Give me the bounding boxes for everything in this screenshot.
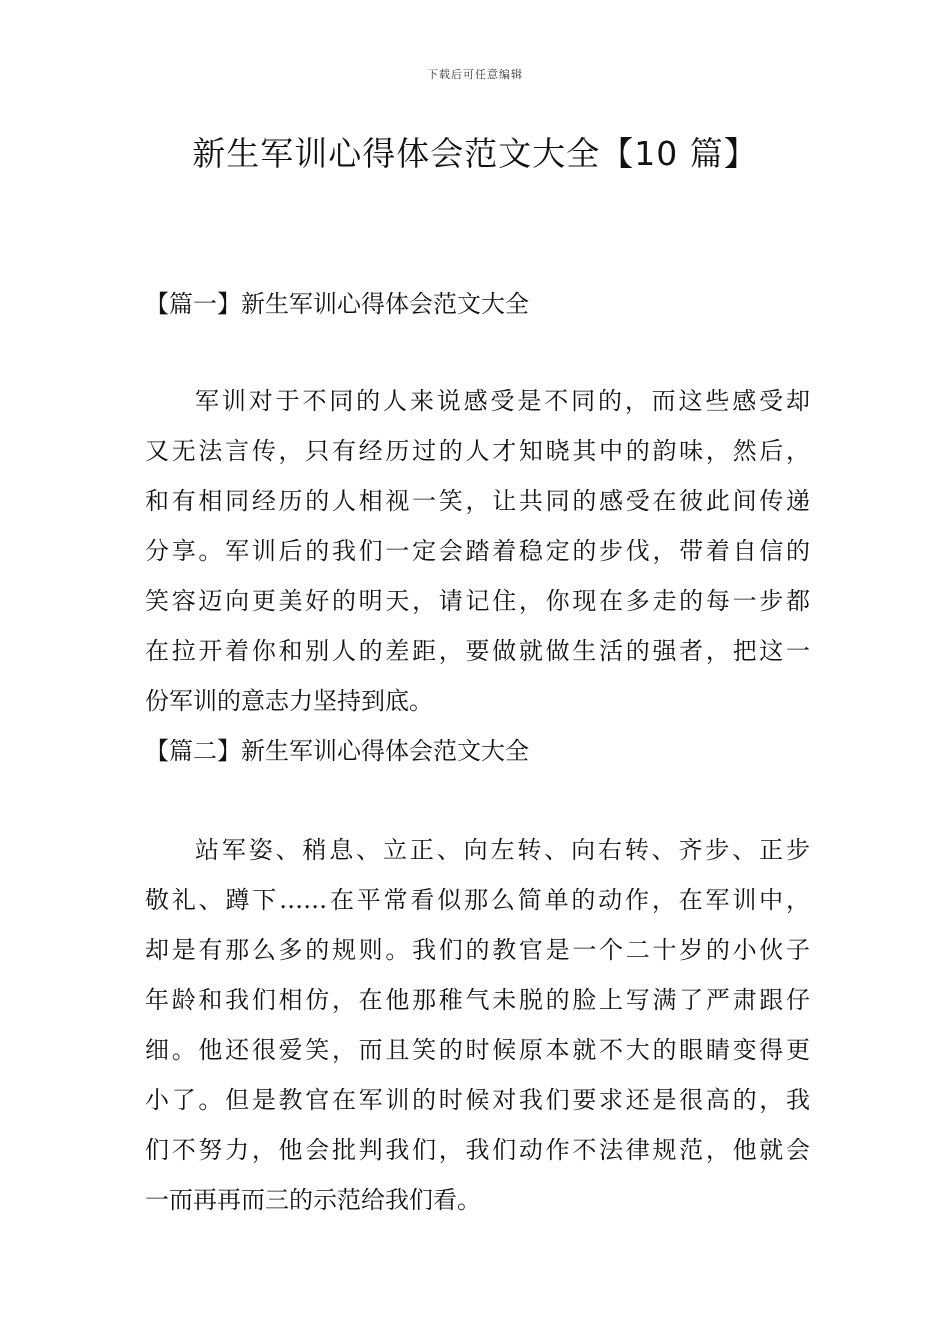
paragraph-line: 年龄和我们相仿，在他那稚气未脱的脸上写满了严肃跟仔 bbox=[145, 986, 810, 1014]
paragraph-line: 又无法言传，只有经历过的人才知晓其中的韵味，然后， bbox=[145, 437, 810, 465]
page-header-note: 下载后可任意编辑 bbox=[427, 68, 523, 81]
paragraph-line: 和有相同经历的人相视一笑，让共同的感受在彼此间传递 bbox=[145, 487, 810, 515]
paragraph-line: 们不努力，他会批判我们，我们动作不法律规范，他就会 bbox=[145, 1136, 810, 1164]
paragraph-line: 站军姿、稍息、立正、向左转、向右转、齐步、正步 bbox=[195, 836, 810, 864]
paragraph-line: 却是有那么多的规则。我们的教官是一个二十岁的小伙子 bbox=[145, 936, 810, 964]
paragraph-line: 细。他还很爱笑，而且笑的时候原本就不大的眼睛变得更 bbox=[145, 1036, 810, 1064]
paragraph-line: 份军训的意志力坚持到底。 bbox=[145, 687, 433, 715]
section-heading: 【篇一】新生军训心得体会范文大全 bbox=[145, 290, 529, 318]
paragraph-line: 小了。但是教官在军训的时候对我们要求还是很高的，我 bbox=[145, 1086, 810, 1114]
paragraph-line: 分享。军训后的我们一定会踏着稳定的步伐，带着自信的 bbox=[145, 537, 810, 565]
paragraph-line: 敬礼、蹲下……在平常看似那么简单的动作，在军训中， bbox=[145, 886, 810, 914]
paragraph-line: 在拉开着你和别人的差距，要做就做生活的强者，把这一 bbox=[145, 637, 810, 665]
paragraph-line: 军训对于不同的人来说感受是不同的，而这些感受却 bbox=[195, 387, 810, 415]
paragraph-line: 笑容迈向更美好的明天，请记住，你现在多走的每一步都 bbox=[145, 587, 810, 615]
paragraph-line: 一而再再而三的示范给我们看。 bbox=[145, 1186, 481, 1214]
section-heading: 【篇二】新生军训心得体会范文大全 bbox=[145, 737, 529, 765]
document-title: 新生军训心得体会范文大全【10 篇】 bbox=[192, 134, 758, 173]
